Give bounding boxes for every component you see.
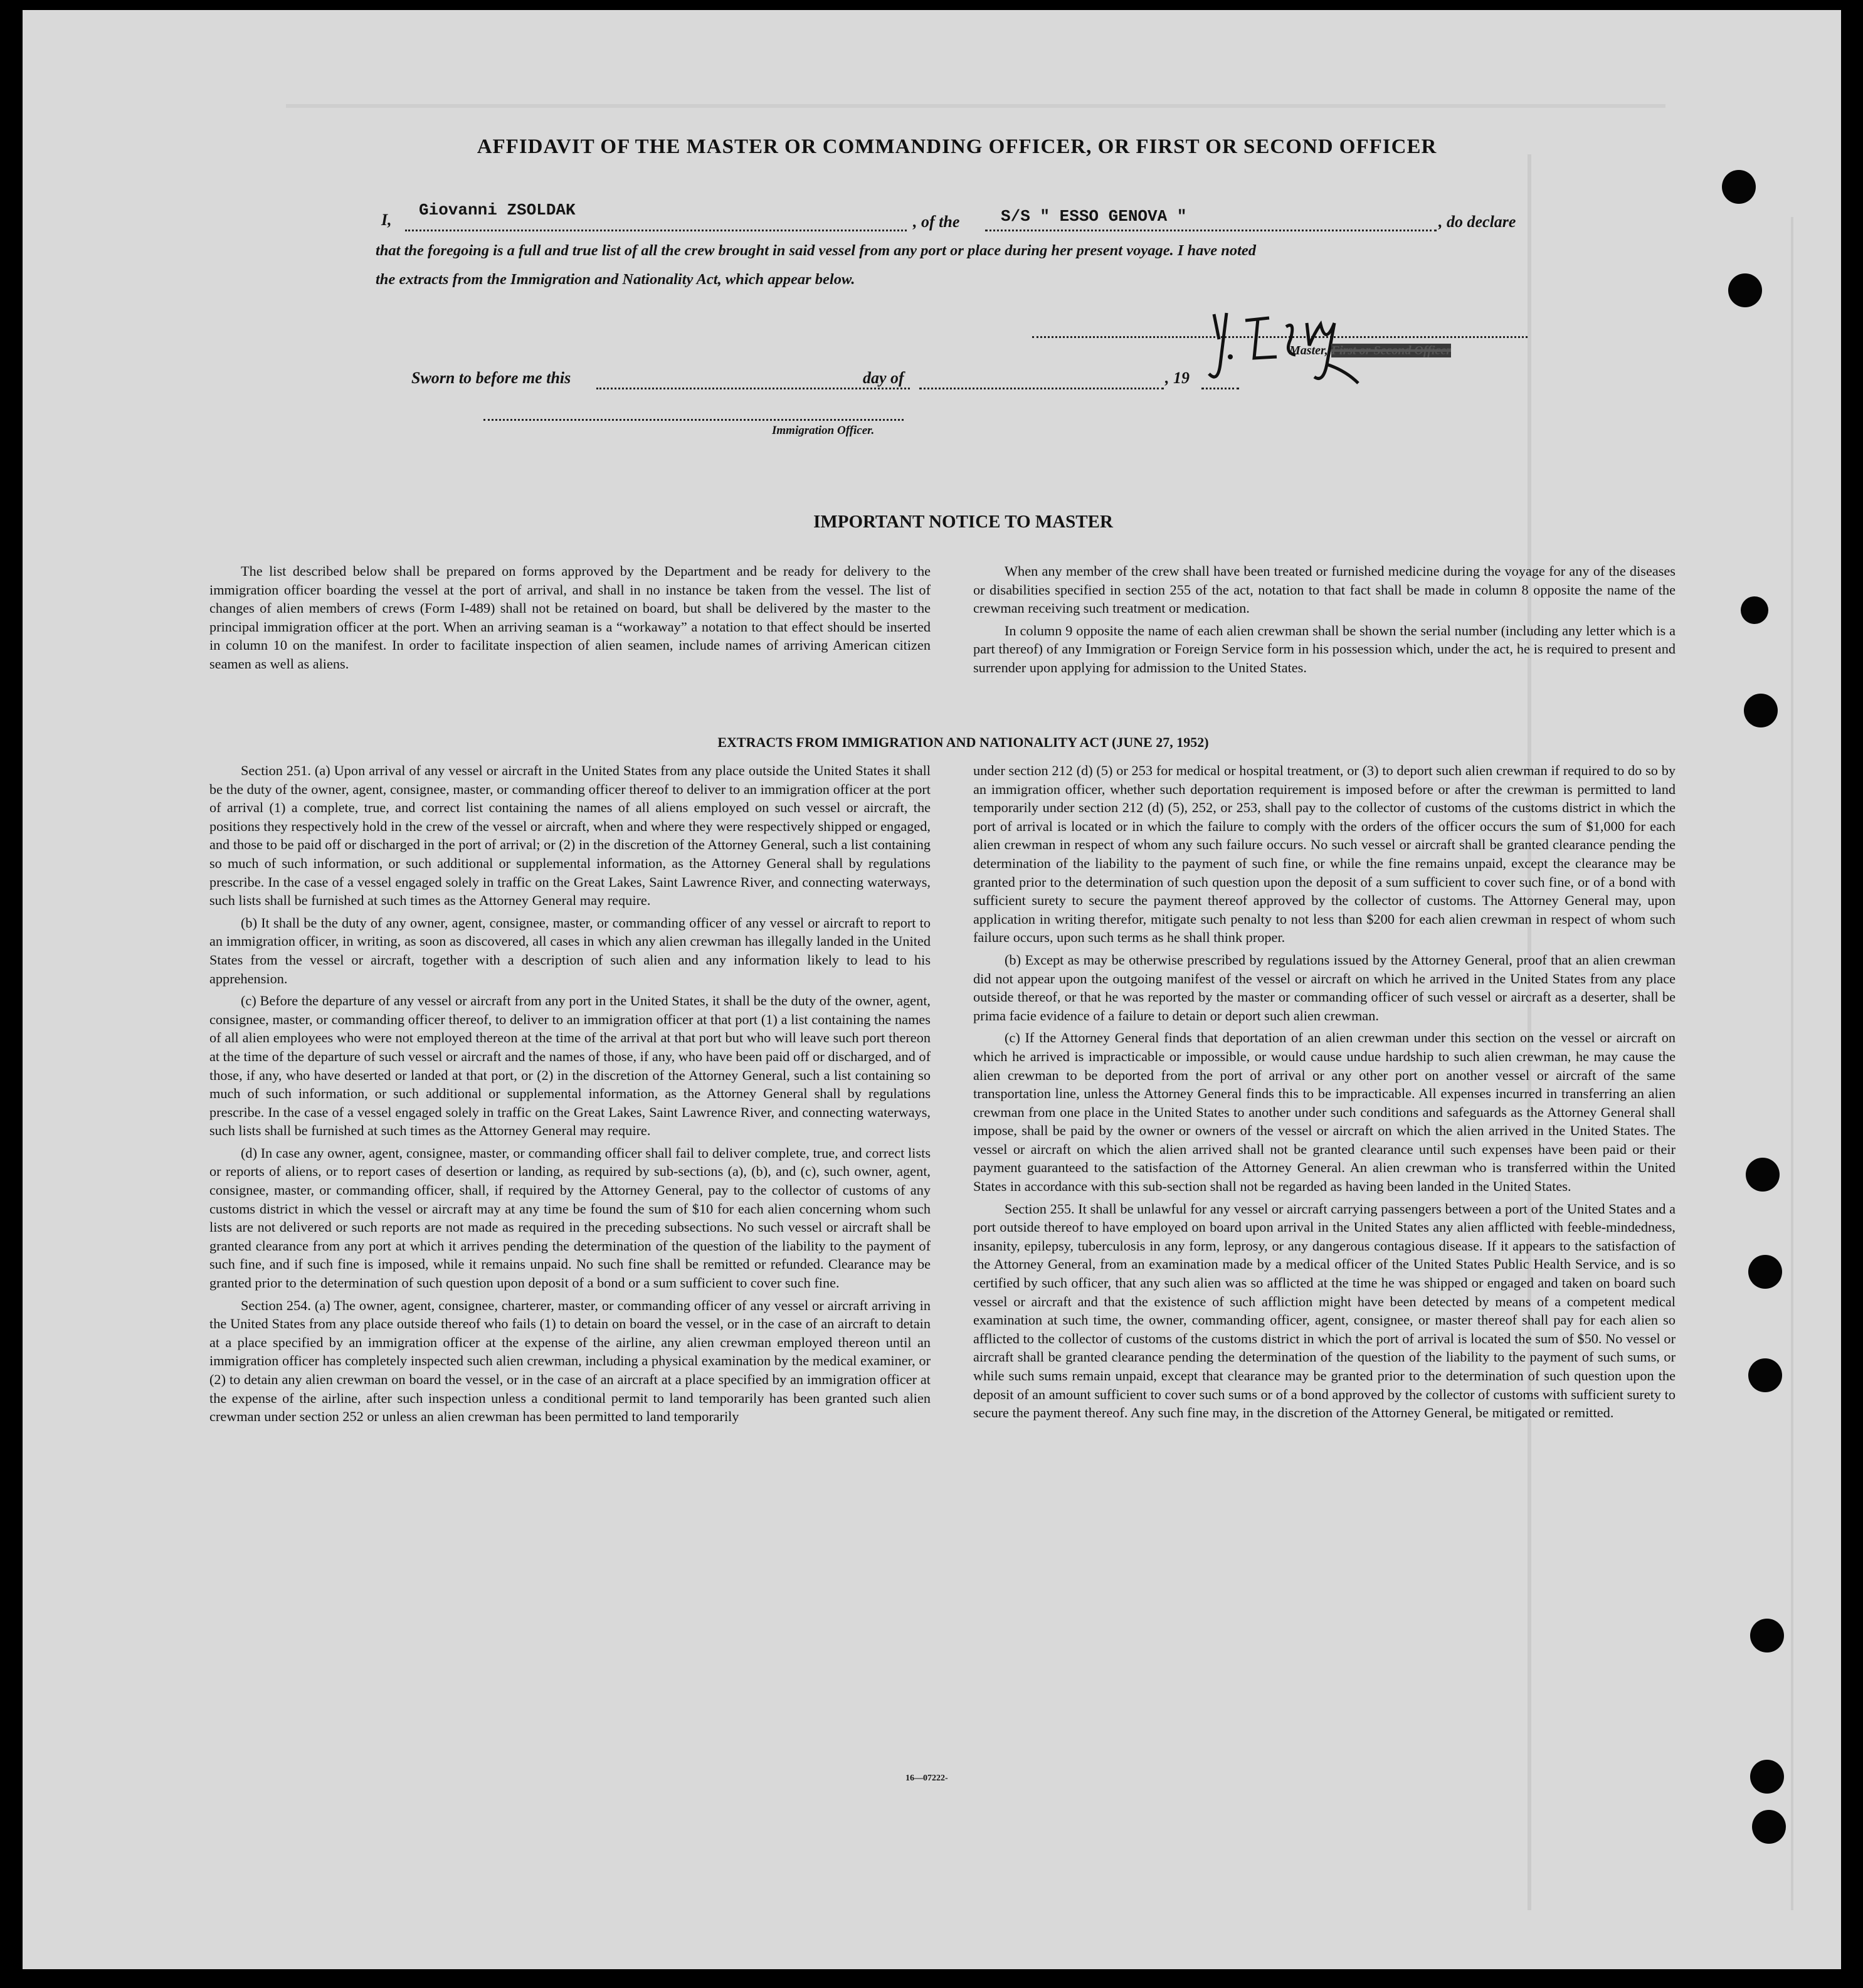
master-signature	[1201, 295, 1390, 389]
notice-right-paragraph-1: When any member of the crew shall have been treated or furnished medicine during the voyage for any of the diseases or disabilities specified in section 255 of the act, notation to that fact shall be made in column 8 opposite the name of the crewman receiving such treatment or medication.	[973, 563, 1676, 616]
vessel-name: S/S " ESSO GENOVA "	[1001, 207, 1187, 226]
section-251d: (d) In case any owner, agent, consignee, master, or commanding officer shall fail to deliver complete, true, and correct lists or reports of aliens, or to report cases of desertion or landing, as required by sub-sections (a), (b), and (c), such owner, agent, consignee, master, or commanding officer, shall, if required by the Attorney General, pay to the collector of customs of any customs district in which the vessel or aircraft may at any time be found the sum of $10 for each alien concerning whom such lists are not delivered or such reports are not made as required in the preceding subsections. No such vessel or aircraft shall be granted clearance from any port at which it arrives pending the determination of the question of the liability to the payment of such fine, and if such fine is imposed, while it remains unpaid. No such fine shall be remitted or refunded. Clearance may be granted prior to the determination of such question upon deposit of a bond or a sum sufficient to cover such fine.	[209, 1145, 931, 1291]
i-label: I,	[381, 211, 392, 229]
year-line	[1201, 388, 1239, 389]
declaration-line	[381, 211, 392, 230]
punch-hole	[1748, 1255, 1782, 1289]
punch-hole	[1722, 170, 1756, 204]
vessel-line	[985, 230, 1437, 231]
extracts-title: EXTRACTS FROM IMMIGRATION AND NATIONALITY ACT (JUNE 27, 1952)	[717, 734, 1209, 750]
notice-left-paragraph: The list described below shall be prepared on forms approved by the Department and be ready for delivery to the immigration officer boarding the vessel at the port of arrival, and shall in no instance be taken from the vessel. The list of changes of alien members of crews (Form I-489) shall not be retained on board, but shall be delivered by the master to the principal immigration officer at the port. When an arriving seaman is a “workaway” a notation to that effect should be inserted in column 10 on the manifest. In order to facilitate inspection of alien seamen, include names of arriving American citizen seamen as well as aliens.	[209, 563, 931, 672]
master-name: Giovanni ZSOLDAK	[419, 201, 576, 219]
declaration-line-3: the extracts from the Immigration and Nationality Act, which appear below.	[376, 271, 855, 288]
officer-line	[483, 419, 904, 421]
year-label: , 19	[1165, 369, 1190, 387]
extracts-left-column	[209, 761, 931, 1430]
punch-hole	[1752, 1810, 1786, 1844]
punch-hole	[1728, 273, 1762, 307]
of-the-label: , of the	[913, 213, 960, 231]
punch-hole	[1741, 596, 1768, 624]
notice-right	[973, 562, 1676, 681]
bleed-through-header	[286, 104, 1665, 133]
section-251b: (b) It shall be the duty of any owner, agent, consignee, master, or commanding officer of any vessel or aircraft to report to an immigration officer, in writing, as soon as discovered, all cases in which any alien crewman has illegally landed in the United States from the vessel or aircraft, together with a description of such alien and any information likely to lead to his apprehension.	[209, 914, 931, 986]
section-254b: (b) Except as may be otherwise prescribed by regulations issued by the Attorney General, proof that an alien crewman did not appear upon the outgoing manifest of the vessel or aircraft on which he arrived in the United States from any place outside thereof, or that he was reported by the master or commanding officer of such vessel or aircraft as a deserter, shall be prima facie evidence of a failure to detain or deport such alien crewman.	[973, 951, 1676, 1023]
punch-hole	[1750, 1760, 1784, 1794]
do-declare-label: , do declare	[1438, 213, 1516, 231]
month-line	[919, 388, 1164, 389]
punch-hole	[1744, 694, 1778, 727]
name-line	[405, 230, 907, 231]
punch-hole	[1750, 1619, 1784, 1652]
declaration-line-2: that the foregoing is a full and true list of all the crew brought in said vessel from any port or place during her present voyage. I have noted	[376, 242, 1257, 259]
sworn-label: Sworn to before me this	[411, 369, 571, 387]
section-254a: Section 254. (a) The owner, agent, consignee, charterer, master, or commanding officer of any vessel or aircraft arriving in the United States from any place outside thereof who fails (1) to detain on board the vessel, or in the case of an aircraft to detain at a place specified by an immigration officer at the expense of the airline, any alien crewman employed thereon until an immigration officer has completely inspected such alien crewman, including a physical examination by the medical examiner, or (2) to detain any alien crewman on board the vessel, or in the case of an aircraft at a place specified by an immigration officer at the expense of the airline, after such inspection unless a conditional permit to land temporarily has been granted such alien crewman under section 252 or unless an alien crewman has been permitted to land temporarily	[209, 1297, 931, 1425]
bleed-through-rule-right-2	[1791, 217, 1793, 1910]
immigration-officer-label: Immigration Officer.	[772, 424, 875, 437]
punch-hole	[1748, 1358, 1782, 1392]
affidavit-title: AFFIDAVIT OF THE MASTER OR COMMANDING OFFICER, OR FIRST OR SECOND OFFICER	[477, 135, 1437, 158]
notice-right-paragraph-2: In column 9 opposite the name of each alien crewman shall be shown the serial number (including any letter which is a part thereof) of any Immigration or Foreign Service form in his possession which, under the act, he is required to present and surrender upon applying for admission to the United States.	[973, 622, 1676, 675]
document-page	[23, 10, 1841, 1969]
section-254a-continued: under section 212 (d) (5) or 253 for medical or hospital treatment, or (3) to deport such alien crewman if required to do so by an immigration officer, whether such deportation requirement is imposed before or after the crewman is permitted to land temporarily under section 212 (d) (5), 252, or 253, shall pay to the collector of customs of the customs district in which the port of arrival is located or in which the failure to comply with the orders of the officer occurs the sum of $1,000 for each alien crewman in respect of whom any such failure occurs. No such vessel or aircraft shall be granted clearance pending the determination of the liability to the payment of such fine, or while the fine remains unpaid, except the clearance may be granted prior to the determination of such question upon the deposit of a sum sufficient to cover such fine, or of a bond with sufficient surety to secure the payment thereof approved by the collector of customs. The Attorney General may, upon application in writing therefor, mitigate such penalty to not less than $200 for each alien crewman in respect of whom such failure occurs, upon such terms as he shall think proper.	[973, 763, 1676, 946]
struck-officer-title: First or Second Officer	[1331, 344, 1451, 357]
sworn-day-line	[596, 388, 910, 389]
section-251a: Section 251. (a) Upon arrival of any vessel or aircraft in the United States from any place outside the United States it shall be the duty of the owner, agent, consignee, master, or commanding officer thereof to deliver to an immigration officer at the port of arrival (1) a complete, true, and correct list containing the names of all aliens employed on such vessel or aircraft, the positions they respectively hold in the crew of the vessel or aircraft, when and where they were respectively shipped or engaged, and those to be paid off or discharged in the port of arrival; or (2) in the discretion of the Attorney General, such a list containing so much of such information, or such additional or supplemental information, as the Attorney General shall by regulations prescribe. In the case of a vessel engaged solely in traffic on the Great Lakes, Saint Lawrence River, and connecting waterways, such lists shall be furnished at such times as the Attorney General may require.	[209, 763, 931, 909]
section-251c: (c) Before the departure of any vessel or aircraft from any port in the United States, it shall be the duty of the owner, agent, consignee, master, or commanding officer thereof, to deliver to an immigration officer at that port (1) a list containing the names of all alien employees who were not employed thereon at the time of the arrival at that port but who will leave such port thereon at the time of the departure of such vessel or aircraft and the names of those, if any, who have been paid off or discharged, and of those, if any, who have deserted or landed at that port, or (2) in the discretion of the Attorney General, such a list containing so much of such information, or such additional or supplemental information, as the Attorney General shall by regulations prescribe. In the case of a vessel engaged solely in traffic on the Great Lakes, Saint Lawrence River, and connecting waterways, such lists shall be furnished at such times as the Attorney General may require.	[209, 993, 931, 1139]
punch-hole	[1746, 1158, 1780, 1192]
day-of-label: day of	[863, 369, 904, 387]
extracts-right-column	[973, 761, 1676, 1426]
section-255: Section 255. It shall be unlawful for any vessel or aircraft carrying passengers between a port of the United States and a port outside thereof to have employed on board upon arrival in the United States any alien afflicted with feeble-mindedness, insanity, epilepsy, tuberculosis in any form, leprosy, or any dangerous contagious disease. If it appears to the satisfaction of the Attorney General, from an examination made by a medical officer of the United States Public Health Service, and is so certified by such officer, that any such alien was so afflicted at the time he was shipped or engaged and taken on board such vessel or aircraft and that the existence of such affliction might have been detected by means of a competent medical examination at such time, the owner, commanding officer, agent, consignee, or master thereof shall pay for each alien so afflicted to the collector of customs of the customs district in which the port of arrival is located the sum of $50. No vessel or aircraft shall be granted clearance pending the determination of the question of the liability to the payment of such sums, or while such sums remain unpaid, except that clearance may be granted prior to the determination of such question upon the deposit of an amount sufficient to cover such sums or of a bond approved by the collector of customs with sufficient surety to secure the payment thereof. Any such fine may, in the discretion of the Attorney General, be mitigated or remitted.	[973, 1200, 1676, 1421]
master-label: Master, First or Second Officer	[1289, 344, 1451, 357]
notice-left	[209, 562, 931, 677]
section-254c: (c) If the Attorney General finds that deportation of an alien crewman under this section on the vessel or aircraft on which he arrived is impracticable or impossible, or would cause undue hardship to such alien crewman, he may cause the alien crewman to be deported from the port of arrival or any other port on another vessel or aircraft of the same transportation line, unless the Attorney General finds this to be impracticable. All expenses incurred in transferring an alien crewman from one place in the United States to another under such conditions and safeguards as the Attorney General shall impose, shall be paid by the owner or owners of the vessel or aircraft on which the alien arrived in the United States. The vessel or aircraft on which the alien arrived shall not be granted clearance until such expenses have been paid or their payment guaranteed to the satisfaction of the Attorney General. An alien crewman who is transferred within the United States in accordance with this sub-section shall not be regarded as having been landed in the United States.	[973, 1030, 1676, 1195]
notice-title: IMPORTANT NOTICE TO MASTER	[813, 512, 1113, 532]
form-code: 16—07222-	[905, 1774, 948, 1783]
